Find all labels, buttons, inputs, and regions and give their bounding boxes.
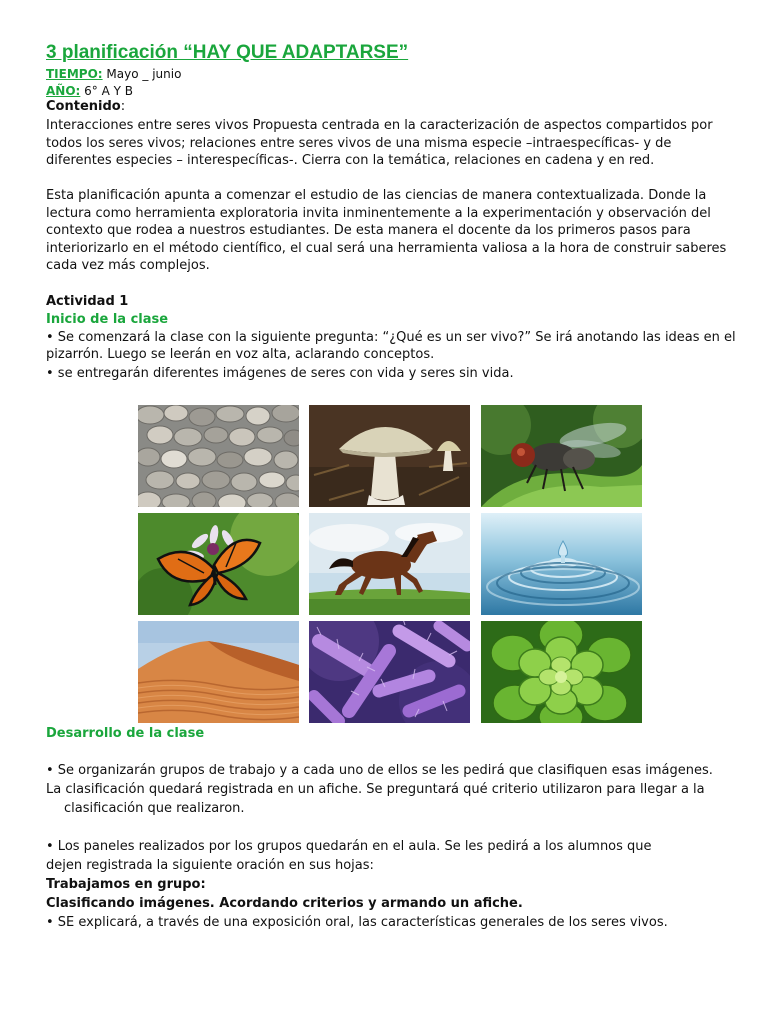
actividad-bullet-1a: • Se comenzará la clase con la siguiente pregunta: “¿Qué es un ser vivo?” Se irá anotando las ideas en el [46, 330, 736, 345]
tiempo-label: TIEMPO: [46, 67, 103, 81]
fly-image [481, 405, 642, 507]
mushroom-illustration [309, 405, 470, 507]
contenido-label: Contenido [46, 99, 121, 114]
bacteria-image [309, 621, 470, 723]
inicio-heading: Inicio de la clase [46, 312, 169, 327]
fly-illustration [481, 405, 642, 507]
butterfly-illustration [138, 513, 299, 615]
tiempo-row [46, 66, 181, 82]
desarrollo-bullet-1a: • Se organizarán grupos de trabajo y a cada uno de ellos se les pedirá que clasifiquen esas imágenes. [46, 763, 713, 778]
tiempo-value: Mayo _ junio [102, 67, 182, 81]
actividad-bullet-1b: pizarrón. Luego se leerán en voz alta, aclarando conceptos. [46, 347, 435, 362]
bacteria-illustration [309, 621, 470, 723]
contenido-colon: : [120, 99, 126, 114]
actividad-title: Actividad 1 [46, 294, 129, 309]
anio-value: 6° A Y B [80, 84, 134, 98]
anio-row [46, 83, 133, 99]
horse-illustration [309, 513, 470, 615]
bold-line-2: Clasificando imágenes. Acordando criterios y armando un afiche. [46, 896, 523, 911]
image-grid [138, 405, 642, 723]
desarrollo-bullet-3: • SE explicará, a través de una exposición oral, las características generales de los seres vivos. [46, 915, 668, 930]
horse-image [309, 513, 470, 615]
desarrollo-heading: Desarrollo de la clase [46, 726, 205, 741]
desarrollo-bullet-2b: dejen registrada la siguiente oración en sus hojas: [46, 858, 374, 873]
water-drop-image [481, 513, 642, 615]
succulent-image [481, 621, 642, 723]
desarrollo-bullet-2a: • Los paneles realizados por los grupos quedarán en el aula. Se les pedirá a los alumnos que [46, 839, 652, 854]
water-drop-illustration [481, 513, 642, 615]
page-title: 3 planificación “HAY QUE ADAPTARSE” [46, 42, 409, 63]
rocks-illustration [138, 405, 299, 507]
desert-image [138, 621, 299, 723]
butterfly-image [138, 513, 299, 615]
rocks-image [138, 405, 299, 507]
succulent-illustration [481, 621, 642, 723]
contenido-heading [46, 98, 125, 116]
contenido-text: Interacciones entre seres vivos Propuesta centrada en la caracterización de aspectos compartidos por todos los seres vivos; relaciones entre seres vivos de una misma especie –intraespecíficas- y de diferentes especies – interespecíficas-. Cierra con la temática, relaciones en cadena y en red. [46, 118, 713, 169]
desarrollo-bullet-1b: La clasificación quedará registrada en un afiche. Se preguntará qué criterio utilizaron para llegar a la [46, 782, 705, 797]
anio-label: AÑO: [46, 84, 81, 98]
bold-line-1: Trabajamos en grupo: [46, 877, 206, 892]
desert-illustration [138, 621, 299, 723]
desarrollo-bullet-1c: clasificación que realizaron. [64, 801, 245, 816]
intro-paragraph: Esta planificación apunta a comenzar el estudio de las ciencias de manera contextualizada. Donde la lectura como herramienta exploratoria invita inminentemente a la experimentación y observación del contexto que rodea a nuestros estudiantes. De esta manera el docente da los primeros pasos para interiorizarlo en el método científico, el cual será una herramienta valiosa a la hora de construir saberes cada vez más complejos. [46, 188, 727, 274]
actividad-bullet-2: • se entregarán diferentes imágenes de seres con vida y seres sin vida. [46, 366, 514, 381]
mushroom-image [309, 405, 470, 507]
